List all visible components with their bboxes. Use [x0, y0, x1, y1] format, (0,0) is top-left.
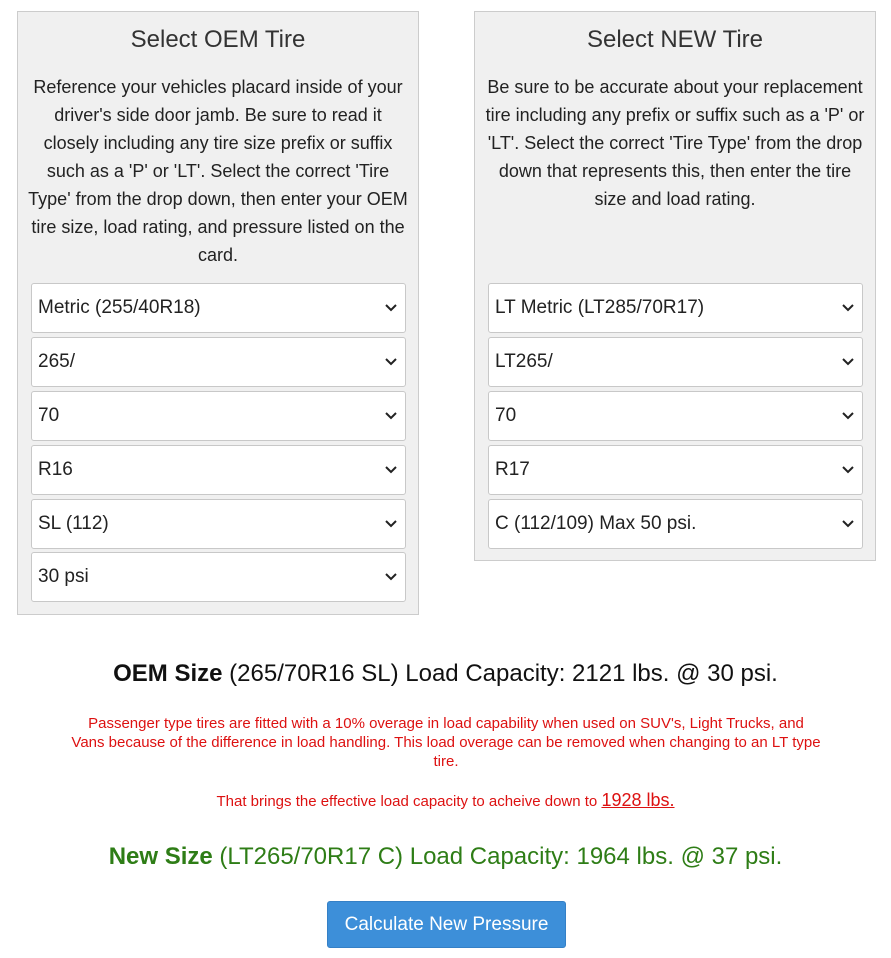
new-aspect-value: 70 [495, 405, 517, 426]
chevron-down-icon [377, 303, 405, 313]
oem-size-result [0, 660, 891, 688]
new-tire-type-select[interactable] [488, 283, 863, 333]
chevron-down-icon [377, 519, 405, 529]
effective-load-value: 1928 lbs. [601, 790, 675, 810]
chevron-down-icon [377, 411, 405, 421]
chevron-down-icon [834, 357, 862, 367]
oem-panel-title: Select OEM Tire [130, 26, 306, 53]
chevron-down-icon [377, 572, 405, 582]
chevron-down-icon [834, 303, 862, 313]
oem-load-value: SL (112) [38, 513, 109, 534]
oem-pressure-select[interactable] [31, 552, 406, 602]
oem-tire-panel [17, 11, 419, 615]
effective-load-text: That brings the effective load capacity to acheive down to [216, 793, 598, 810]
new-size-result [0, 843, 891, 871]
new-load-value: C (112/109) Max 50 psi. [495, 513, 697, 534]
chevron-down-icon [834, 519, 862, 529]
new-panel-description: Be sure to be accurate about your replacement tire including any prefix or suffix such as a 'P' or 'LT'. Select the correct 'Tire Type' from the drop down that represents this, then enter the tire size and load rating. [485, 77, 865, 209]
chevron-down-icon [834, 465, 862, 475]
chevron-down-icon [834, 411, 862, 421]
oem-size-text: (265/70R16 SL) Load Capacity: 2121 lbs. @ 30 psi. [229, 660, 778, 687]
calculate-new-pressure-button[interactable]: Calculate New Pressure [327, 901, 566, 948]
oem-load-select[interactable] [31, 499, 406, 549]
new-aspect-select[interactable] [488, 391, 863, 441]
new-width-value: LT265/ [495, 351, 553, 372]
new-panel-title: Select NEW Tire [586, 26, 764, 53]
chevron-down-icon [377, 357, 405, 367]
oem-rim-select[interactable] [31, 445, 406, 495]
oem-aspect-value: 70 [38, 405, 60, 426]
new-size-label: New Size [108, 843, 213, 870]
oem-width-select[interactable] [31, 337, 406, 387]
oem-rim-value: R16 [38, 459, 73, 480]
new-tire-panel [474, 11, 876, 561]
oem-size-label: OEM Size [113, 660, 223, 687]
new-rim-value: R17 [495, 459, 530, 480]
oem-panel-description: Reference your vehicles placard inside of your driver's side door jamb. Be sure to read it closely including any tire size prefix or suffix such as a 'P' or 'LT'. Select the correct 'Tire Type' from the drop down, then enter your OEM tire size, load rating, and pressure listed on the card. [28, 77, 408, 265]
chevron-down-icon [377, 465, 405, 475]
new-tire-type-value: LT Metric (LT285/70R17) [495, 297, 705, 318]
new-load-select[interactable] [488, 499, 863, 549]
overage-warning: Passenger type tires are fitted with a 10% overage in load capability when used on SUV's, Light Trucks, and Vans because of the difference in load handling. This load overage can be removed when changing to an LT type tire. [71, 715, 821, 770]
new-width-select[interactable] [488, 337, 863, 387]
oem-tire-type-select[interactable] [31, 283, 406, 333]
effective-load-line [0, 790, 891, 811]
new-size-text: (LT265/70R17 C) Load Capacity: 1964 lbs. @ 37 psi. [219, 843, 783, 870]
oem-aspect-select[interactable] [31, 391, 406, 441]
oem-pressure-value: 30 psi [38, 566, 89, 587]
oem-tire-type-value: Metric (255/40R18) [38, 297, 201, 318]
new-rim-select[interactable] [488, 445, 863, 495]
oem-width-value: 265/ [38, 351, 75, 372]
